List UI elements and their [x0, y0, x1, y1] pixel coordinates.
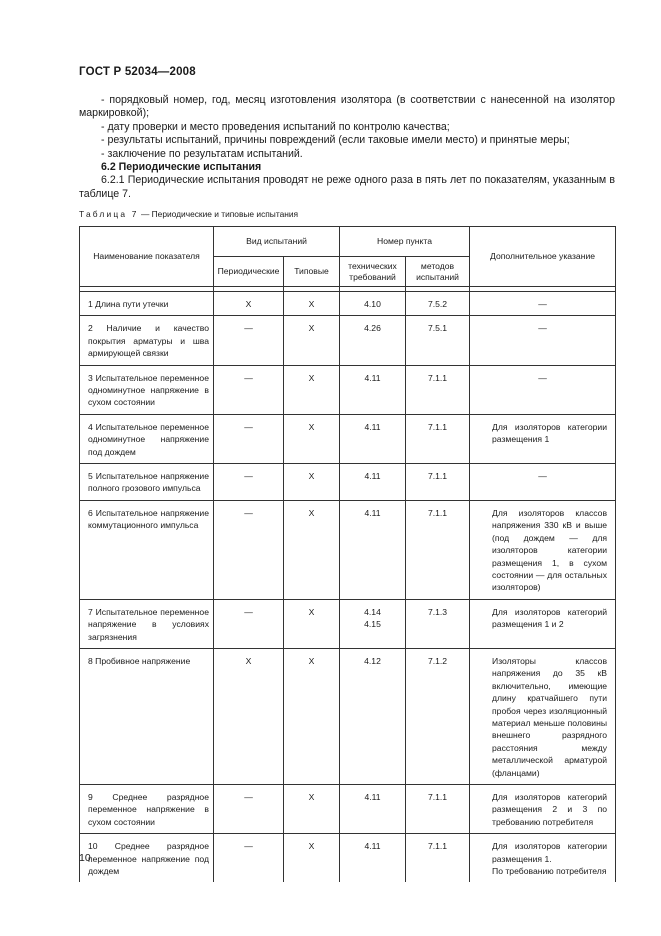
row-name: 9 Среднее разрядное переменное напряжение в сухом состоянии — [80, 785, 214, 834]
table-row — [80, 648, 616, 784]
row-note: — — [470, 365, 616, 414]
row-name: 1 Длина пути утечки — [80, 292, 214, 316]
document-header: ГОСТ Р 52034—2008 — [79, 66, 196, 78]
table-caption-label: Таблица 7 — [79, 209, 139, 219]
row-periodic: — — [214, 414, 284, 463]
row-method: 7.5.1 — [406, 316, 470, 365]
row-tech: 4.14 4.15 — [340, 599, 406, 648]
row-name: 6 Испытательное напряжение коммутационного импульса — [80, 500, 214, 599]
row-note: Для изоляторов категории размещения 1 — [470, 414, 616, 463]
row-typical: Х — [284, 599, 340, 648]
row-periodic: — — [214, 500, 284, 599]
row-tech: 4.11 — [340, 365, 406, 414]
table-row — [80, 464, 616, 501]
table-row — [80, 785, 616, 834]
row-periodic: Х — [214, 648, 284, 784]
row-note: Для изоляторов категорий размещения 1 и 2 — [470, 599, 616, 648]
row-tech: 4.11 — [340, 785, 406, 834]
header-name: Наименование показателя — [80, 227, 214, 287]
row-method: 7.1.1 — [406, 365, 470, 414]
table-row — [80, 834, 616, 883]
row-periodic: — — [214, 316, 284, 365]
row-typical: Х — [284, 785, 340, 834]
row-method: 7.1.1 — [406, 464, 470, 501]
row-periodic: — — [214, 365, 284, 414]
header-test-type: Вид испытаний — [214, 227, 340, 257]
row-typical: Х — [284, 414, 340, 463]
row-periodic: — — [214, 464, 284, 501]
table-row — [80, 316, 616, 365]
row-note: — — [470, 316, 616, 365]
table-row — [80, 292, 616, 316]
row-periodic: — — [214, 785, 284, 834]
paragraph-3: - результаты испытаний, причины повреждений (если таковые имели место) и принятые меры; — [101, 134, 570, 147]
row-typical: Х — [284, 464, 340, 501]
header-typical: Типовые — [284, 257, 340, 287]
body-text — [79, 94, 615, 201]
row-method: 7.1.1 — [406, 414, 470, 463]
row-name: 4 Испытательное переменное одноминутное напряжение под дождем — [80, 414, 214, 463]
page-number: 10 — [79, 852, 91, 864]
row-method: 7.1.1 — [406, 785, 470, 834]
row-typical: Х — [284, 292, 340, 316]
section-heading: 6.2 Периодические испытания — [101, 161, 262, 174]
row-tech: 4.11 — [340, 500, 406, 599]
paragraph-2: - дату проверки и место проведения испытаний по контролю качества; — [101, 120, 450, 133]
table-row — [80, 599, 616, 648]
table-row — [80, 500, 616, 599]
row-name: 5 Испытательное напряжение полного грозового импульса — [80, 464, 214, 501]
row-periodic: — — [214, 599, 284, 648]
row-typical: Х — [284, 500, 340, 599]
row-typical: Х — [284, 316, 340, 365]
row-typical: Х — [284, 834, 340, 883]
row-typical: Х — [284, 648, 340, 784]
row-tech: 4.10 — [340, 292, 406, 316]
paragraph-1: - порядковый номер, год, месяц изготовления изолятора (в соответствии с нанесенной на изолятор маркировкой); — [79, 94, 615, 120]
header-periodic: Периодические — [214, 257, 284, 287]
header-tech-req: технических требований — [340, 257, 406, 287]
row-method: 7.1.3 — [406, 599, 470, 648]
paragraph-4: - заключение по результатам испытаний. — [101, 147, 303, 160]
row-tech: 4.12 — [340, 648, 406, 784]
row-method: 7.1.2 — [406, 648, 470, 784]
tests-table — [79, 226, 616, 882]
header-clause: Номер пункта — [340, 227, 470, 257]
row-note: Изоляторы классов напряжения до 35 кВ включительно, имеющие длину кратчайшего пути пробоя через изоляционный материал меньше половины внешнего разрядного расстояния между металлической арматурой (фланцами) — [470, 648, 616, 784]
row-typical: Х — [284, 365, 340, 414]
table-row — [80, 365, 616, 414]
row-note: Для изоляторов классов напряжения 330 кВ и выше (под дождем — для изоляторов категории размещения 1, в сухом состоянии — для остальных изоляторов) — [470, 500, 616, 599]
row-note: Для изоляторов категорий размещения 2 и 3 по требованию потребителя — [470, 785, 616, 834]
row-note: — — [470, 292, 616, 316]
row-method: 7.1.1 — [406, 500, 470, 599]
header-test-methods: методов испытаний — [406, 257, 470, 287]
table-row — [80, 414, 616, 463]
row-method: 7.1.1 — [406, 834, 470, 883]
row-method: 7.5.2 — [406, 292, 470, 316]
table-caption — [79, 209, 298, 219]
row-note: — — [470, 464, 616, 501]
row-tech: 4.11 — [340, 834, 406, 883]
row-tech: 4.26 — [340, 316, 406, 365]
row-tech: 4.11 — [340, 464, 406, 501]
paragraph-5: 6.2.1 Периодические испытания проводят не реже одного раза в пять лет по показателям, указанным в таблице 7. — [79, 174, 615, 200]
row-name: 3 Испытательное переменное одноминутное напряжение в сухом состоянии — [80, 365, 214, 414]
row-periodic: — — [214, 834, 284, 883]
row-name: 10 Среднее разрядное переменное напряжение под дождем — [80, 834, 214, 883]
row-name: 2 Наличие и качество покрытия арматуры и шва армирующей связки — [80, 316, 214, 365]
row-name: 8 Пробивное напряжение — [80, 648, 214, 784]
row-tech: 4.11 — [340, 414, 406, 463]
row-name: 7 Испытательное переменное напряжение в условиях загрязнения — [80, 599, 214, 648]
table-caption-text: — Периодические и типовые испытания — [138, 209, 299, 219]
header-note: Дополнительное указание — [470, 227, 616, 287]
row-periodic: Х — [214, 292, 284, 316]
row-note: Для изоляторов категории размещения 1. По требованию потребителя — [470, 834, 616, 883]
